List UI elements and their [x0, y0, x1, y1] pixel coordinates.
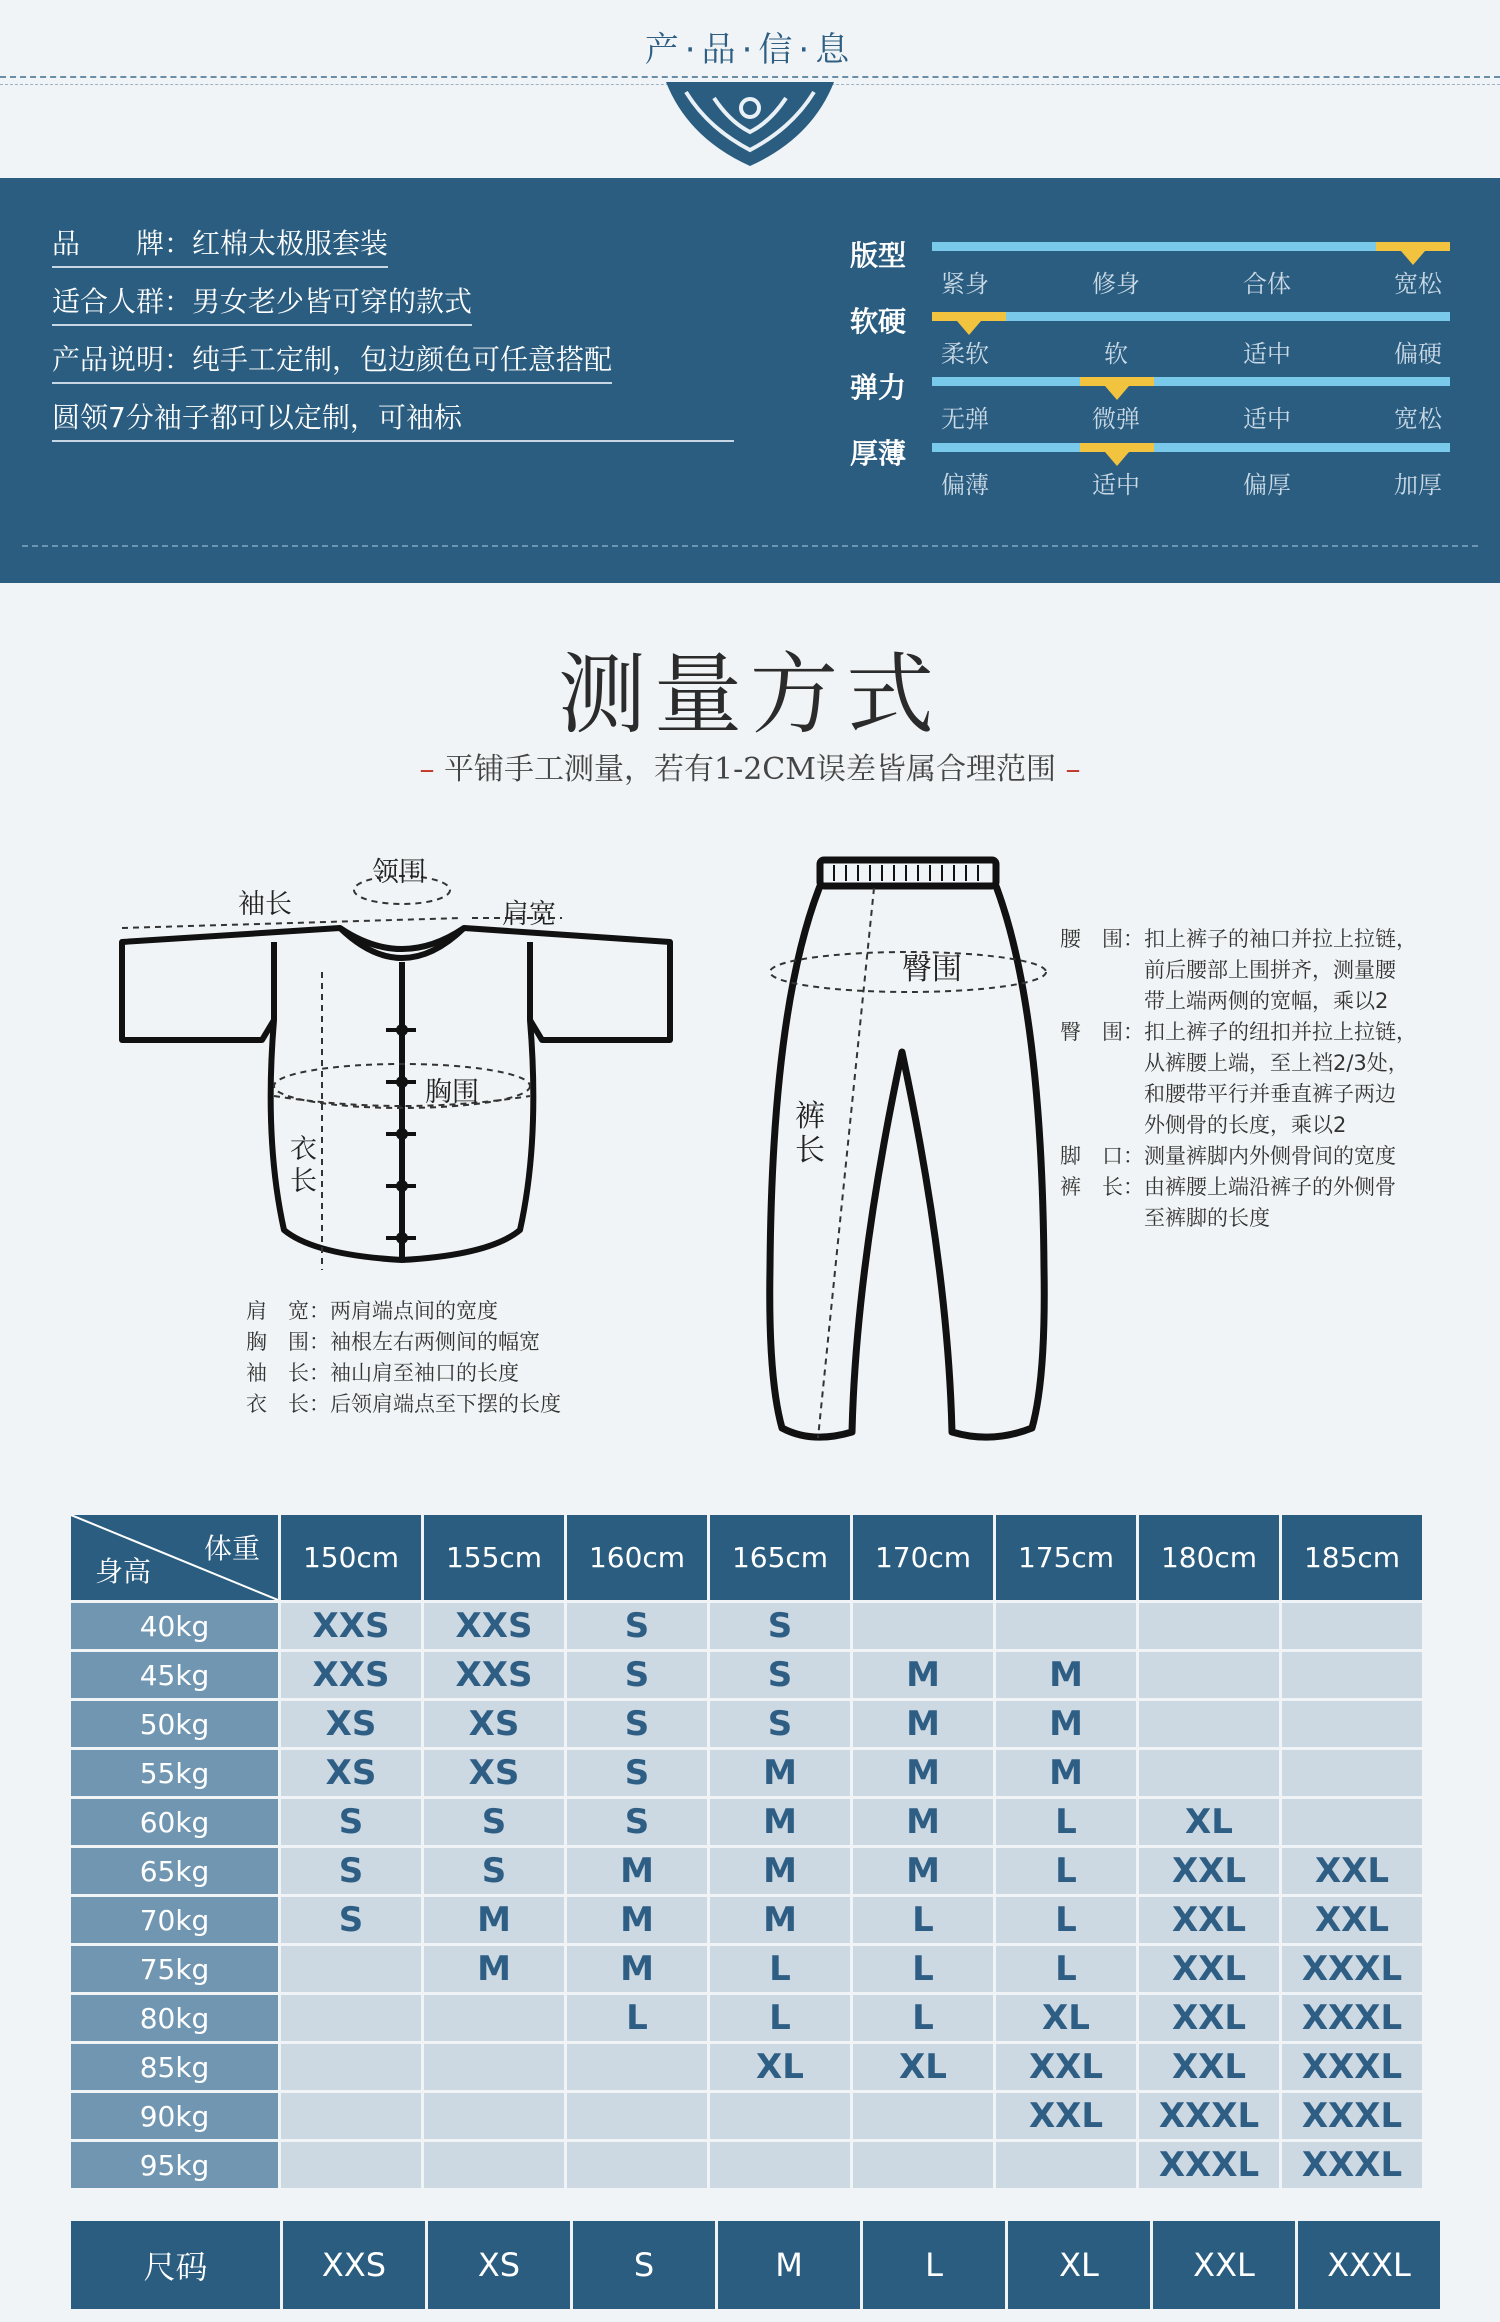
weight-row-header: 45kg: [71, 1652, 278, 1698]
size-cell: S: [567, 1750, 707, 1796]
table-row: [71, 1701, 1422, 1747]
size-cell: S: [567, 1603, 707, 1649]
table-row: [71, 2142, 1422, 2188]
size-cell: XS: [281, 1750, 421, 1796]
gauge-option: 偏厚: [1243, 471, 1291, 499]
info-customization: 圆领7分袖子都可以定制，可袖标: [52, 396, 734, 442]
pants-note: 外侧骨的长度，乘以2: [1060, 1113, 1347, 1137]
size-cell: XXL: [996, 2044, 1136, 2090]
measure-title: 测量方式: [557, 643, 942, 746]
label-collar: 领围: [372, 857, 426, 888]
label-hip: 臀围: [902, 952, 962, 987]
pants-note: 从裤腰上端，至上裆2/3处，: [1060, 1051, 1409, 1075]
gauge-bar-fit: [932, 242, 1450, 251]
size-cell: [567, 2044, 707, 2090]
size-cell: M: [567, 1848, 707, 1894]
jacket-note: 衣 长：后领肩端点至下摆的长度: [246, 1392, 561, 1416]
height-header: 150cm: [281, 1515, 421, 1600]
size-cell: M: [853, 1652, 993, 1698]
corner-weight-label: 体重: [203, 1532, 260, 1565]
label-chest: 胸围: [425, 1077, 479, 1108]
gauge-option: 紧身: [941, 270, 989, 298]
weight-row-header: 60kg: [71, 1799, 278, 1845]
size-cell: S: [281, 1897, 421, 1943]
size-chart-size: XXL: [1153, 2221, 1295, 2309]
jacket-note: 肩 宽：两肩端点间的宽度: [246, 1299, 498, 1323]
gauge-label-elasticity: 弹力: [850, 371, 907, 404]
gauge-marker-thickness: [1105, 452, 1129, 466]
size-recommendation-table: [68, 1512, 1425, 2191]
size-cell: M: [853, 1848, 993, 1894]
size-cell: L: [567, 1995, 707, 2041]
label-pants-length: 裤长: [795, 1099, 825, 1168]
size-chart-table: [68, 2218, 1443, 2312]
size-cell: XL: [1139, 1799, 1279, 1845]
size-cell: [996, 2142, 1136, 2188]
size-chart-size: XXXL: [1298, 2221, 1440, 2309]
gauge-fill-softness: [932, 312, 1006, 321]
size-cell: [567, 2093, 707, 2139]
size-cell: [281, 2044, 421, 2090]
size-cell: XL: [996, 1995, 1136, 2041]
size-cell: [853, 1603, 993, 1649]
pants-note: 脚 口：测量裤脚内外侧骨间的宽度: [1060, 1144, 1396, 1168]
size-cell: XXS: [281, 1603, 421, 1649]
info-audience: 适合人群：男女老少皆可穿的款式: [52, 280, 472, 326]
height-header: 175cm: [996, 1515, 1136, 1600]
size-chart-size: S: [573, 2221, 715, 2309]
table-row: [71, 2044, 1422, 2090]
gauge-option: 适中: [1243, 340, 1291, 368]
size-cell: M: [996, 1750, 1136, 1796]
size-cell: XXS: [424, 1652, 564, 1698]
size-cell: XXS: [424, 1603, 564, 1649]
weight-row-header: 95kg: [71, 2142, 278, 2188]
label-sleeve: 袖长: [238, 889, 292, 920]
jacket-note: 袖 长：袖山肩至袖口的长度: [246, 1361, 519, 1385]
size-cell: S: [710, 1603, 850, 1649]
pants-note: 腰 围：扣上裤子的袖口并拉上拉链，: [1060, 927, 1417, 951]
size-chart-size: XXS: [283, 2221, 425, 2309]
size-cell: XL: [853, 2044, 993, 2090]
pants-note: 和腰带平行并垂直裤子两边: [1060, 1082, 1396, 1106]
size-cell: [1282, 1603, 1422, 1649]
size-cell: S: [567, 1701, 707, 1747]
height-header: 155cm: [424, 1515, 564, 1600]
section-header-title: 产·品·信·息: [644, 30, 856, 70]
size-cell: XXL: [1282, 1848, 1422, 1894]
size-cell: [1282, 1652, 1422, 1698]
size-cell: XXL: [1139, 1897, 1279, 1943]
size-cell: L: [996, 1848, 1136, 1894]
table-row: [71, 1652, 1422, 1698]
size-cell: [1282, 1701, 1422, 1747]
height-header: 185cm: [1282, 1515, 1422, 1600]
size-chart-header-row: [71, 2221, 1440, 2309]
weight-row-header: 55kg: [71, 1750, 278, 1796]
gauge-fill-elasticity: [1080, 377, 1154, 386]
gauge-marker-elasticity: [1105, 386, 1129, 400]
measure-subtitle: – 平铺手工测量，若有1-2CM误差皆属合理范围 –: [419, 752, 1081, 787]
size-cell: M: [710, 1750, 850, 1796]
size-cell: S: [567, 1799, 707, 1845]
size-cell: L: [996, 1946, 1136, 1992]
size-cell: M: [853, 1799, 993, 1845]
gauge-option: 无弹: [941, 405, 989, 433]
gauge-bar-elasticity: [932, 377, 1450, 386]
size-cell: [1282, 1750, 1422, 1796]
product-info-band: [0, 178, 1500, 583]
size-cell: [567, 2142, 707, 2188]
size-cell: [424, 1995, 564, 2041]
table-row: [71, 1799, 1422, 1845]
gauge-label-thickness: 厚薄: [850, 437, 907, 470]
gauge-option: 适中: [1092, 471, 1140, 499]
table-row: [71, 1946, 1422, 1992]
pants-note: 带上端两侧的宽幅，乘以2: [1060, 989, 1389, 1013]
weight-row-header: 90kg: [71, 2093, 278, 2139]
gauge-option: 偏薄: [941, 471, 989, 499]
size-cell: L: [853, 1897, 993, 1943]
size-cell: XS: [424, 1701, 564, 1747]
weight-row-header: 65kg: [71, 1848, 278, 1894]
size-chart-size: XL: [1008, 2221, 1150, 2309]
pants-note: 臀 围：扣上裤子的纽扣并拉上拉链，: [1060, 1020, 1417, 1044]
size-cell: [424, 2093, 564, 2139]
size-cell: XXL: [1282, 1897, 1422, 1943]
gauge-option: 微弹: [1092, 405, 1140, 433]
weight-row-header: 85kg: [71, 2044, 278, 2090]
size-cell: S: [281, 1848, 421, 1894]
size-cell: [1282, 1799, 1422, 1845]
gauge-fill-fit: [1376, 242, 1450, 251]
size-cell: L: [853, 1946, 993, 1992]
size-cell: S: [424, 1848, 564, 1894]
gauge-bar-thickness: [932, 443, 1450, 452]
size-cell: [281, 1995, 421, 2041]
gauge-option: 宽松: [1394, 405, 1442, 433]
size-cell: L: [853, 1995, 993, 2041]
table-row: [71, 1995, 1422, 2041]
size-cell: S: [281, 1799, 421, 1845]
size-cell: [710, 2142, 850, 2188]
size-cell: [1139, 1701, 1279, 1747]
table-header-row: [71, 1515, 1422, 1600]
weight-row-header: 70kg: [71, 1897, 278, 1943]
height-header: 170cm: [853, 1515, 993, 1600]
size-cell: XS: [424, 1750, 564, 1796]
size-cell: M: [853, 1750, 993, 1796]
gauge-option: 柔软: [941, 340, 989, 368]
size-cell: XXS: [281, 1652, 421, 1698]
gauge-marker-softness: [957, 321, 981, 335]
size-cell: [424, 2044, 564, 2090]
gauge-option: 加厚: [1394, 471, 1442, 499]
size-cell: XXL: [1139, 2044, 1279, 2090]
size-cell: S: [424, 1799, 564, 1845]
size-cell: M: [424, 1946, 564, 1992]
size-cell: XXXL: [1282, 2142, 1422, 2188]
gauge-option: 软: [1104, 340, 1128, 368]
size-cell: XXL: [996, 2093, 1136, 2139]
gauge-marker-fit: [1401, 251, 1425, 265]
gauge-bar-softness: [932, 312, 1450, 321]
gauge-option: 修身: [1092, 270, 1140, 298]
gauge-option: 宽松: [1394, 270, 1442, 298]
height-header: 165cm: [710, 1515, 850, 1600]
info-brand: 品 牌：红棉太极服套装: [52, 222, 388, 268]
size-chart-size: XS: [428, 2221, 570, 2309]
size-cell: XS: [281, 1701, 421, 1747]
corner-height-label: 身高: [95, 1555, 152, 1588]
info-description: 产品说明：纯手工定制，包边颜色可任意搭配: [52, 338, 612, 384]
size-cell: L: [710, 1995, 850, 2041]
size-cell: [1139, 1652, 1279, 1698]
weight-row-header: 80kg: [71, 1995, 278, 2041]
weight-row-header: 50kg: [71, 1701, 278, 1747]
size-cell: M: [853, 1701, 993, 1747]
size-cell: M: [710, 1897, 850, 1943]
size-cell: M: [710, 1848, 850, 1894]
pants-note: 至裤脚的长度: [1060, 1206, 1270, 1230]
table-row: [71, 1603, 1422, 1649]
size-cell: [1139, 1750, 1279, 1796]
size-cell: M: [710, 1799, 850, 1845]
weight-row-header: 75kg: [71, 1946, 278, 1992]
table-row: [71, 2093, 1422, 2139]
size-cell: XL: [710, 2044, 850, 2090]
size-cell: XXXL: [1282, 2044, 1422, 2090]
size-cell: M: [424, 1897, 564, 1943]
size-cell: S: [567, 1652, 707, 1698]
weight-row-header: 40kg: [71, 1603, 278, 1649]
size-cell: XXXL: [1139, 2093, 1279, 2139]
size-cell: XXL: [1139, 1946, 1279, 1992]
jacket-diagram: [110, 860, 690, 1290]
jacket-note: 胸 围：袖根左右两侧间的幅宽: [246, 1330, 540, 1354]
size-cell: L: [710, 1946, 850, 1992]
table-row: [71, 1750, 1422, 1796]
label-length: 衣长: [290, 1134, 317, 1197]
size-cell: [281, 2093, 421, 2139]
size-cell: L: [996, 1897, 1136, 1943]
size-cell: L: [996, 1799, 1136, 1845]
gauge-option: 偏硬: [1394, 340, 1442, 368]
height-header: 160cm: [567, 1515, 707, 1600]
size-cell: [996, 1603, 1136, 1649]
gauge-label-softness: 软硬: [850, 305, 907, 338]
size-cell: [710, 2093, 850, 2139]
pants-note: 裤 长：由裤腰上端沿裤子的外侧骨: [1060, 1175, 1396, 1199]
table-row: [71, 1848, 1422, 1894]
size-cell: M: [996, 1701, 1136, 1747]
size-cell: XXXL: [1139, 2142, 1279, 2188]
size-chart-size: M: [718, 2221, 860, 2309]
size-cell: XXL: [1139, 1995, 1279, 2041]
size-cell: M: [996, 1652, 1136, 1698]
gauge-option: 适中: [1243, 405, 1291, 433]
size-cell: [853, 2142, 993, 2188]
size-cell: XXXL: [1282, 2093, 1422, 2139]
size-cell: XXXL: [1282, 1946, 1422, 1992]
size-cell: XXL: [1139, 1848, 1279, 1894]
size-cell: [281, 2142, 421, 2188]
size-cell: M: [567, 1946, 707, 1992]
size-cell: S: [710, 1701, 850, 1747]
size-cell: [281, 1946, 421, 1992]
size-cell: [853, 2093, 993, 2139]
size-cell: XXXL: [1282, 1995, 1422, 2041]
table-row: [71, 1897, 1422, 1943]
cloud-ornament-icon: [658, 78, 842, 168]
height-header: 180cm: [1139, 1515, 1279, 1600]
size-cell: [424, 2142, 564, 2188]
measure-subtitle-text: 平铺手工测量，若有1-2CM误差皆属合理范围: [444, 752, 1056, 787]
label-shoulder: 肩宽: [502, 899, 556, 930]
size-cell: M: [567, 1897, 707, 1943]
gauge-label-fit: 版型: [850, 239, 907, 272]
size-cell: S: [710, 1652, 850, 1698]
table-corner-cell: [71, 1515, 278, 1600]
size-cell: [1139, 1603, 1279, 1649]
gauge-fill-thickness: [1080, 443, 1154, 452]
band-divider: [22, 545, 1478, 547]
size-chart-label: 尺码: [71, 2221, 280, 2309]
size-chart-size: L: [863, 2221, 1005, 2309]
gauge-option: 合体: [1243, 270, 1291, 298]
pants-note: 前后腰部上围拼齐，测量腰: [1060, 958, 1396, 982]
